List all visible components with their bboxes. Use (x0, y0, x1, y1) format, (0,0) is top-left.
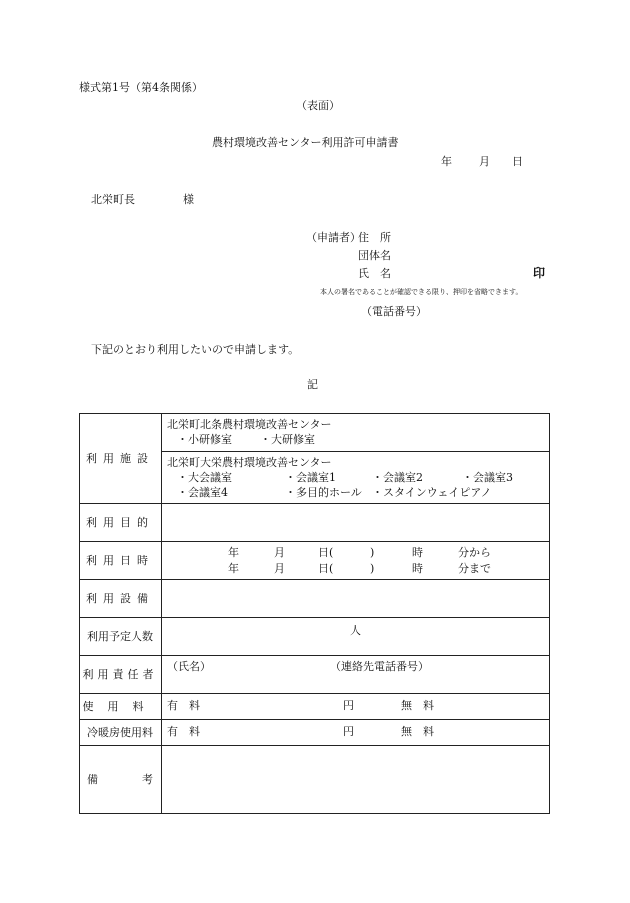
facility-inner-divider (161, 451, 550, 452)
fee-free-option[interactable]: 無 料 (401, 699, 434, 712)
date-year-label: 年 (441, 155, 452, 168)
facility-label-cell (79, 413, 161, 503)
date-day-label: 日 (512, 155, 523, 168)
facility-group-name: 北栄町北条農村環境改善センター (167, 418, 332, 431)
responsible-label-cell (79, 655, 161, 693)
table-border-bottom (79, 813, 550, 814)
room-option[interactable]: ・多目的ホール (285, 486, 362, 499)
fee-yen-label: 円 (343, 699, 354, 712)
room-option[interactable]: ・大会議室 (177, 471, 232, 484)
seal-mark: 印 (533, 266, 546, 280)
room-option[interactable]: ・小研修室 (177, 433, 232, 446)
seal-note: 本人の署名であることが確認できる限り、押印を省略できます。 (320, 288, 523, 296)
end-day-label: 日( (318, 562, 334, 575)
fee-label: 使用料 (82, 699, 158, 713)
remarks-label: 備考 (87, 772, 197, 786)
applicant-label: （申請者） (306, 231, 361, 244)
table-border-right (549, 413, 550, 814)
fee-label-cell (79, 693, 161, 719)
start-year-label: 年 (228, 546, 239, 559)
equipment-field[interactable] (162, 580, 549, 617)
responsible-name-label: （氏名） (167, 660, 211, 673)
responsible-label: 利用責任者 (82, 667, 158, 681)
heating-paid-option[interactable]: 有 料 (167, 725, 200, 738)
room-option[interactable]: ・大研修室 (260, 433, 315, 446)
purpose-label-cell (79, 503, 161, 541)
datetime-label: 利用日時 (86, 553, 154, 567)
ki-heading: 記 (307, 378, 318, 391)
organization-label: 団体名 (358, 249, 391, 262)
fee-paid-option[interactable]: 有 料 (167, 699, 200, 712)
addressee-name: 北栄町長 (91, 193, 135, 206)
end-minute-label: 分まで (458, 562, 491, 575)
address-label: 住 所 (358, 231, 391, 244)
end-month-label: 月 (274, 562, 285, 575)
phone-label: （電話番号） (361, 305, 427, 318)
heating-fee-label-cell (79, 719, 161, 745)
headcount-label-cell (79, 617, 161, 655)
purpose-field[interactable] (162, 504, 549, 541)
start-month-label: 月 (274, 546, 285, 559)
remarks-field[interactable] (162, 746, 549, 813)
room-option[interactable]: ・スタインウェイピアノ (372, 486, 492, 499)
equipment-label-cell (79, 579, 161, 617)
responsible-contact-label: （連絡先電話番号） (330, 660, 429, 673)
room-option[interactable]: ・会議室1 (285, 471, 336, 484)
purpose-label: 利用目的 (86, 515, 154, 529)
date-month-label: 月 (479, 155, 490, 168)
end-hour-label: 時 (412, 562, 423, 575)
start-day-label: 日( (318, 546, 334, 559)
equipment-label: 利用設備 (86, 591, 154, 605)
facility-label: 利用施設 (86, 451, 154, 465)
page-title: 農村環境改善センター利用許可申請書 (212, 136, 399, 149)
headcount-unit: 人 (350, 624, 361, 637)
heating-fee-label: 冷暖房使用料 (87, 725, 153, 739)
end-weekday-close: ) (370, 562, 375, 575)
heating-free-option[interactable]: 無 料 (401, 725, 434, 738)
start-weekday-close: ) (370, 546, 375, 559)
end-year-label: 年 (228, 562, 239, 575)
request-sentence: 下記のとおり利用したいので申請します。 (91, 343, 300, 356)
name-label: 氏 名 (358, 267, 391, 280)
room-option[interactable]: ・会議室4 (177, 486, 228, 499)
addressee-honorific: 様 (183, 193, 194, 206)
room-option[interactable]: ・会議室2 (372, 471, 423, 484)
room-option[interactable]: ・会議室3 (462, 471, 513, 484)
heating-yen-label: 円 (343, 725, 354, 738)
start-minute-label: 分から (458, 546, 491, 559)
form-number: 様式第1号（第4条関係） (79, 81, 203, 94)
side-label: （表面） (296, 99, 340, 112)
remarks-label-cell (79, 745, 197, 813)
facility-group-name: 北栄町大栄農村環境改善センター (167, 456, 332, 469)
start-hour-label: 時 (412, 546, 423, 559)
headcount-label: 利用予定人数 (87, 629, 153, 643)
datetime-label-cell (79, 541, 161, 579)
